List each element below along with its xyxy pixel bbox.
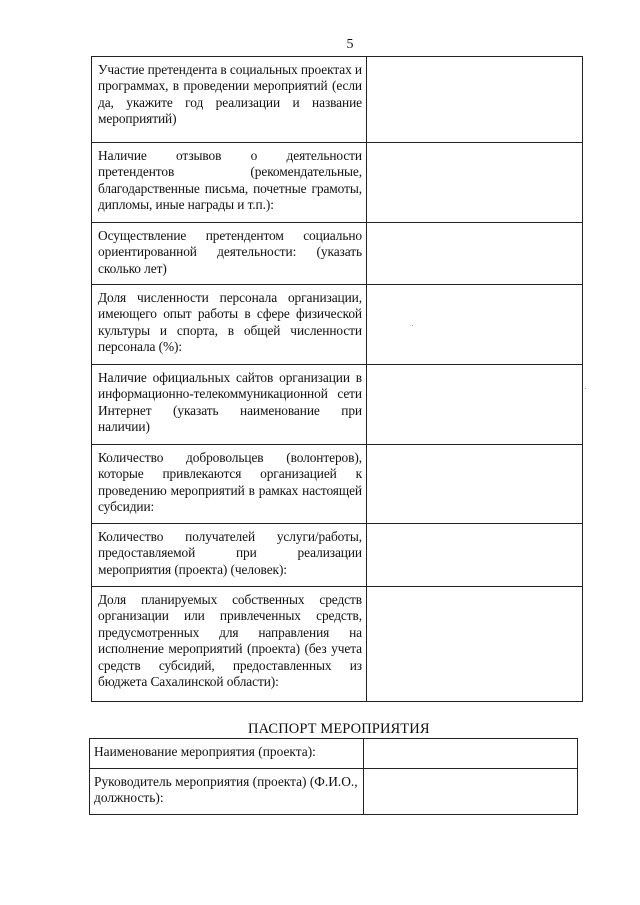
criteria-label: Осуществление претендентом социально ориентированной деятельности: (указать сколько лет) (92, 223, 367, 285)
criteria-value-field[interactable] (367, 57, 583, 143)
criteria-label: Доля планируемых собственных средств организации или привлеченных средств, предусмотренных для направления на исполнение мероприятий (проекта) (без учета средств субсидий, предоставленных из бюджета Сахалинской области): (92, 587, 367, 702)
passport-title: ПАСПОРТ МЕРОПРИЯТИЯ (248, 721, 430, 737)
table-row (90, 739, 578, 769)
criteria-value-field[interactable] (367, 143, 583, 223)
passport-value-field[interactable] (364, 739, 578, 769)
table-row (92, 445, 583, 524)
criteria-value-field[interactable] (367, 445, 583, 524)
table-row (92, 365, 583, 445)
criteria-value-field[interactable] (367, 285, 583, 365)
page-number: 5 (346, 37, 354, 52)
passport-table (89, 738, 578, 815)
table-row (92, 524, 583, 587)
criteria-label: Наличие отзывов о деятельности претендентов (рекомендательные, благодарственные письма, почетные грамоты, дипломы, иные награды и т.п.): (92, 143, 367, 223)
scan-speck (412, 325, 413, 326)
table-row (92, 285, 583, 365)
criteria-label: Количество получателей услуги/работы, предоставляемой при реализации мероприятия (проекта) (человек): (92, 524, 367, 587)
scan-speck (585, 388, 586, 389)
criteria-value-field[interactable] (367, 524, 583, 587)
criteria-label: Наличие официальных сайтов организации в информационно-телекоммуникационной сети Интернет (указать наименование при наличии) (92, 365, 367, 445)
criteria-label: Участие претендента в социальных проектах и программах, в проведении мероприятий (если да, укажите год реализации и название мероприятий) (92, 57, 367, 143)
criteria-table (91, 56, 583, 702)
criteria-value-field[interactable] (367, 223, 583, 285)
table-row (92, 57, 583, 143)
criteria-label: Доля численности персонала организации, имеющего опыт работы в сфере физической культуры и спорта, в общей численности персонала (%): (92, 285, 367, 365)
table-row (92, 223, 583, 285)
table-row (92, 587, 583, 702)
criteria-label: Количество добровольцев (волонтеров), которые привлекаются организацией к проведению мероприятий в рамках настоящей субсидии: (92, 445, 367, 524)
table-row (90, 769, 578, 815)
table-row (92, 143, 583, 223)
criteria-value-field[interactable] (367, 587, 583, 702)
passport-value-field[interactable] (364, 769, 578, 815)
passport-label: Наименование мероприятия (проекта): (90, 739, 364, 769)
passport-label: Руководитель мероприятия (проекта) (Ф.И.О., должность): (90, 769, 364, 815)
criteria-value-field[interactable] (367, 365, 583, 445)
